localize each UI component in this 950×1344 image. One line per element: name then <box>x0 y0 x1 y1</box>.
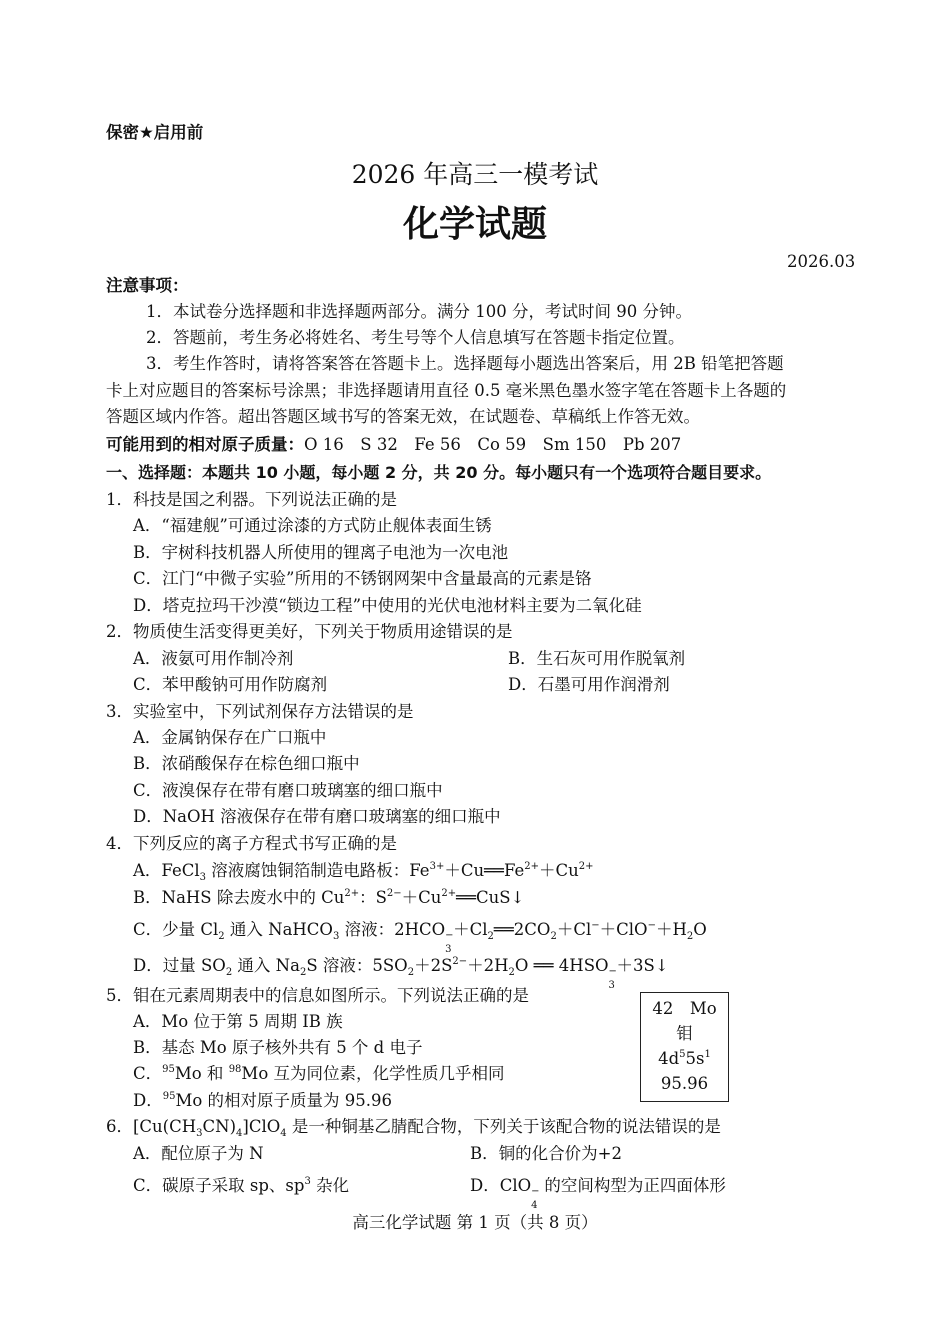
subject-title: 化学试题 <box>402 204 547 245</box>
section-1-heading: 一、选择题：本题共 10 小题，每小题 2 分，共 20 分。每小题只有一个选项符合题目要求。 <box>106 463 772 482</box>
q6-option-b: B．铜的化合价为+2 <box>470 1144 622 1163</box>
notes-item-3-line-2: 卡上对应题目的答案标号涂黑；非选择题请用直径 0.5 毫米黑色墨水签字笔在答题卡上各题的 <box>106 381 787 400</box>
q5-option-b: B．基态 Mo 原子核外共有 5 个 d 电子 <box>133 1038 423 1057</box>
notes-item-3-line-3: 答题区域内作答。超出答题区域书写的答案无效，在试题卷、草稿纸上作答无效。 <box>106 407 700 426</box>
q3-option-b: B．浓硝酸保存在棕色细口瓶中 <box>133 754 360 773</box>
q2-option-a: A．液氨可用作制冷剂 <box>133 649 294 668</box>
q6-stem-suffix: 是一种铜基乙腈配合物，下列关于该配合物的说法错误的是 <box>291 1117 721 1136</box>
q3-stem: 3．实验室中，下列试剂保存方法错误的是 <box>106 702 414 721</box>
q4-option-c-prefix: C．少量 Cl <box>133 920 219 939</box>
q6-option-c-prefix: C．碳原子采取 sp、sp <box>133 1176 305 1195</box>
q5-option-d: D．$^{95}$Mo 的相对原子质量为 95.96 <box>133 1091 393 1110</box>
q2-option-d: D．石墨可用作润滑剂 <box>508 675 670 694</box>
q5-option-c-text: Mo 和 <box>174 1064 229 1083</box>
q2-option-b: B．生石灰可用作脱氧剂 <box>508 649 686 668</box>
q2-option-c: C．苯甲酸钠可用作防腐剂 <box>133 675 328 694</box>
q5-option-c: C．$^{95}$Mo 和 $^{98}$Mo 互为同位素，化学性质几乎相同 <box>133 1064 505 1083</box>
confidential-label: 保密★启用前 <box>106 123 204 142</box>
notes-item-1: 1．本试卷分选择题和非选择题两部分。满分 100 分，考试时间 90 分钟。 <box>146 302 692 321</box>
q6-option-c-suffix: 杂化 <box>310 1176 350 1195</box>
notes-item-3-line-1: 3．考生作答时，请将答案答在答题卡上。选择题每小题选出答案后，用 2B 铅笔把答题 <box>146 354 784 373</box>
q6-option-a: A．配位原子为 N <box>133 1144 264 1163</box>
exam-date: 2026.03 <box>787 252 856 271</box>
q6-stem: 6．$[Cu(CH_3CN)_4]ClO_4$ 是一种铜基乙腈配合物，下列关于该配合物的说法错误的是 <box>106 1117 721 1139</box>
q4-option-d-prefix: D．过量 SO <box>133 956 226 975</box>
element-config: $4d^55s^1$ <box>658 1049 711 1068</box>
q2-stem: 2．物质使生活变得更美好，下列关于物质用途错误的是 <box>106 622 513 641</box>
q3-option-a: A．金属钠保存在广口瓶中 <box>133 728 327 747</box>
q5-option-d-text: Mo 的相对原子质量为 95.96 <box>175 1091 393 1110</box>
element-mass: 95.96 <box>660 1074 709 1093</box>
element-name: 钼 <box>676 1024 693 1043</box>
q6-option-d-suffix: 的空间构型为正四面体形 <box>539 1176 726 1195</box>
q6-option-c: C．碳原子采取 sp、$sp^3$ 杂化 <box>133 1176 350 1195</box>
q4-option-a-mid: 溶液腐蚀铜箔制造电路板：Fe <box>206 861 430 880</box>
q1-option-b: B．宇树科技机器人所使用的锂离子电池为一次电池 <box>133 543 509 562</box>
exam-title: 2026 年高三一模考试 <box>351 160 599 189</box>
element-number-symbol: 42 Mo <box>652 999 717 1018</box>
q3-option-d: D．NaOH 溶液保存在带有磨口玻璃塞的细口瓶中 <box>133 807 501 826</box>
q4-option-d: D．过量 $SO_2$ 通入 $Na_2S$ 溶液：$5SO_2+2S^{2-}+2H_2O$ ══ 4HSO − 3 ＋3S↓ <box>133 956 669 991</box>
page-footer: 高三化学试题 第 1 页（共 8 页） <box>352 1213 598 1232</box>
q4-option-a: A．FeCl$_3$ 溶液腐蚀铜箔制造电路板：$Fe^{3+}+Cu══Fe^{2+}+Cu^{2+}$ <box>133 861 594 883</box>
q5-option-c-text-2: Mo 互为同位素，化学性质几乎相同 <box>241 1064 505 1083</box>
q4-option-b-prefix: B．NaHS 除去废水中的 Cu <box>133 888 345 907</box>
atomic-mass-values: O 16 S 32 Fe 56 Co 59 Sm 150 Pb 207 <box>304 435 682 454</box>
q5-option-a: A．Mo 位于第 5 周期 IB 族 <box>133 1012 343 1031</box>
notes-heading: 注意事项： <box>106 276 189 295</box>
atomic-mass-label: 可能用到的相对原子质量： <box>106 435 304 454</box>
q1-stem: 1．科技是国之利器。下列说法正确的是 <box>106 490 397 509</box>
notes-item-2: 2．答题前，考生务必将姓名、考生号等个人信息填写在答题卡指定位置。 <box>146 328 685 347</box>
q4-option-c: C．少量 $Cl_2$ 通入 NaHCO$_3$ 溶液：2HCO − 3 $+Cl_2══2CO_2+Cl^-+ClO^-+H_2O$ <box>133 920 707 955</box>
q1-option-c: C．江门“中微子实验”所用的不锈钢网架中含量最高的元素是铬 <box>133 569 592 588</box>
q4-stem: 4．下列反应的离子方程式书写正确的是 <box>106 834 397 853</box>
atomic-mass-line <box>106 434 681 456</box>
element-molybdenum-card <box>640 992 729 1102</box>
q3-option-c: C．液溴保存在带有磨口玻璃塞的细口瓶中 <box>133 781 443 800</box>
q1-option-d: D．塔克拉玛干沙漠“锁边工程”中使用的光伏电池材料主要为二氧化硅 <box>133 596 642 615</box>
q4-option-b: B．NaHS 除去废水中的 $Cu^{2+}$：$S^{2-}+Cu^{2+}══CuS↓$ <box>133 888 525 907</box>
q4-option-a-prefix: A．FeCl <box>133 861 200 880</box>
q5-stem: 5．钼在元素周期表中的信息如图所示。下列说法正确的是 <box>106 986 529 1005</box>
q1-option-a: A．“福建舰”可通过涂漆的方式防止舰体表面生锈 <box>133 516 492 535</box>
q6-option-d: D．ClO − 4 的空间构型为正四面体形 <box>470 1176 726 1211</box>
